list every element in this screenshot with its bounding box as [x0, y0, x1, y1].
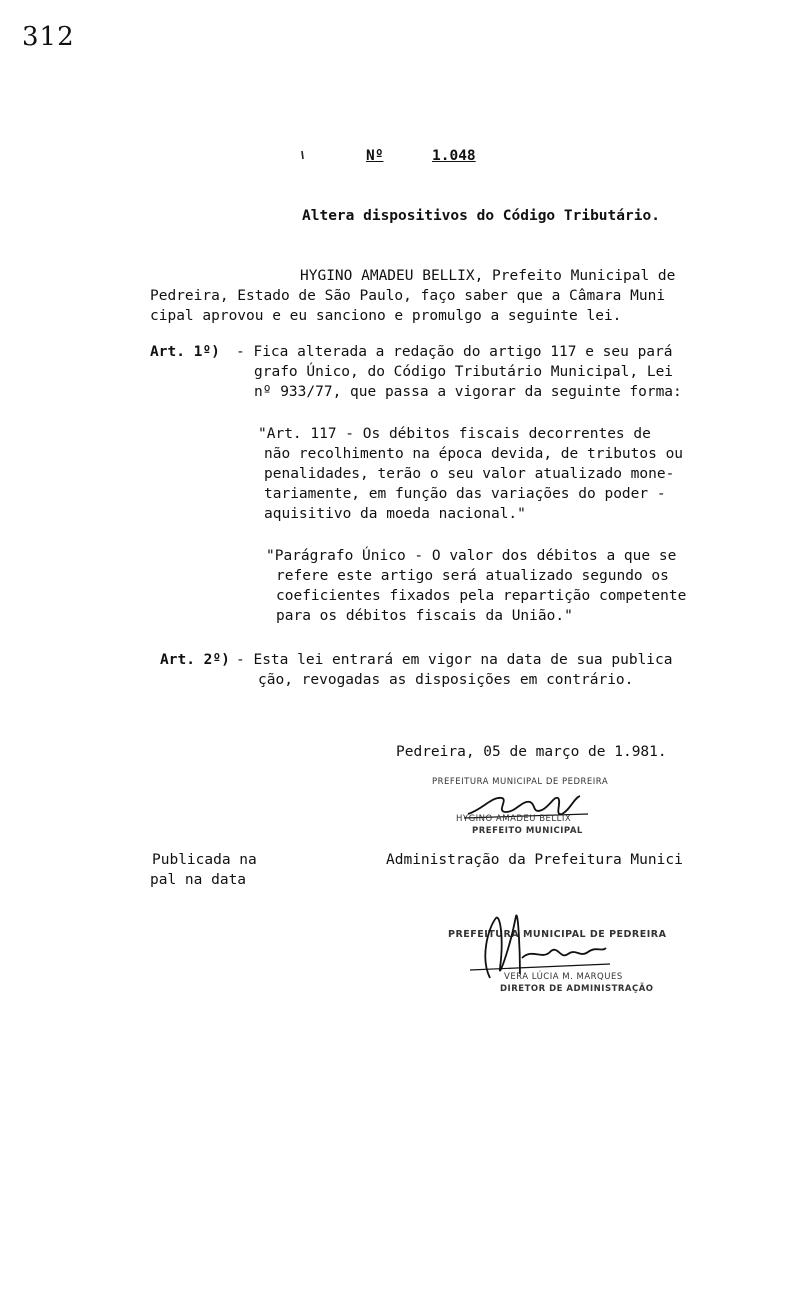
law-summary: Altera dispositivos do Código Tributário. [302, 208, 660, 224]
date-line: Pedreira, 05 de março de 1.981. [396, 744, 667, 760]
preamble-line: Pedreira, Estado de São Paulo, faço saber que a Câmara Muni [150, 288, 666, 304]
paragraph-line: refere este artigo será atualizado segundo os [276, 568, 669, 584]
preamble-line: cipal aprovou e eu sanciono e promulgo a seguinte lei. [150, 308, 622, 324]
published-note-right: Administração da Prefeitura Munici [386, 852, 683, 868]
article-117-line: não recolhimento na época devida, de tributos ou [264, 446, 684, 462]
article-2-line: ção, revogadas as disposições em contrário. [258, 672, 634, 688]
mayor-stamp-header: PREFEITURA MUNICIPAL DE PEDREIRA [432, 777, 609, 787]
article-117-line: "Art. 117 - Os débitos fiscais decorrentes de [258, 426, 651, 442]
paragraph-line: "Parágrafo Único - O valor dos débitos a que se [266, 548, 677, 564]
director-stamp-header: PREFEITURA MUNICIPAL DE PEDREIRA [448, 929, 667, 940]
article-117-line: penalidades, terão o seu valor atualizado mone- [264, 466, 675, 482]
director-stamp-title: DIRETOR DE ADMINISTRAÇÃO [500, 984, 654, 994]
paragraph-line: coeficientes fixados pela repartição competente [276, 588, 687, 604]
page-number: 312 [22, 22, 75, 52]
article-117-line: aquisitivo da moeda nacional." [264, 506, 526, 522]
handwritten-mark-icon [300, 150, 310, 160]
article-1-line: - Fica alterada a redação do artigo 117 e seu pará [236, 344, 673, 360]
law-number: 1.048 [432, 148, 476, 164]
mayor-stamp-name: HYGINO AMADEU BELLIX [456, 814, 572, 824]
director-stamp-name: VERA LÚCIA M. MARQUES [504, 972, 623, 982]
article-2-line: - Esta lei entrará em vigor na data de sua publica [236, 652, 673, 668]
article-2-label: Art. 2º) [160, 652, 230, 668]
published-note-line: pal na data [150, 872, 247, 888]
paragraph-line: para os débitos fiscais da União." [276, 608, 573, 624]
article-1-label: Art. 1º) [150, 344, 220, 360]
article-117-line: tariamente, em função das variações do poder - [264, 486, 666, 502]
mayor-stamp-title: PREFEITO MUNICIPAL [472, 826, 583, 836]
preamble-line: HYGINO AMADEU BELLIX, Prefeito Municipal de [300, 268, 676, 284]
published-note-line: Publicada na [152, 852, 257, 868]
article-1-line: nº 933/77, que passa a vigorar da seguinte forma: [254, 384, 682, 400]
article-1-line: grafo Único, do Código Tributário Municipal, Lei [254, 364, 674, 380]
law-prefix: Nº [366, 148, 384, 164]
